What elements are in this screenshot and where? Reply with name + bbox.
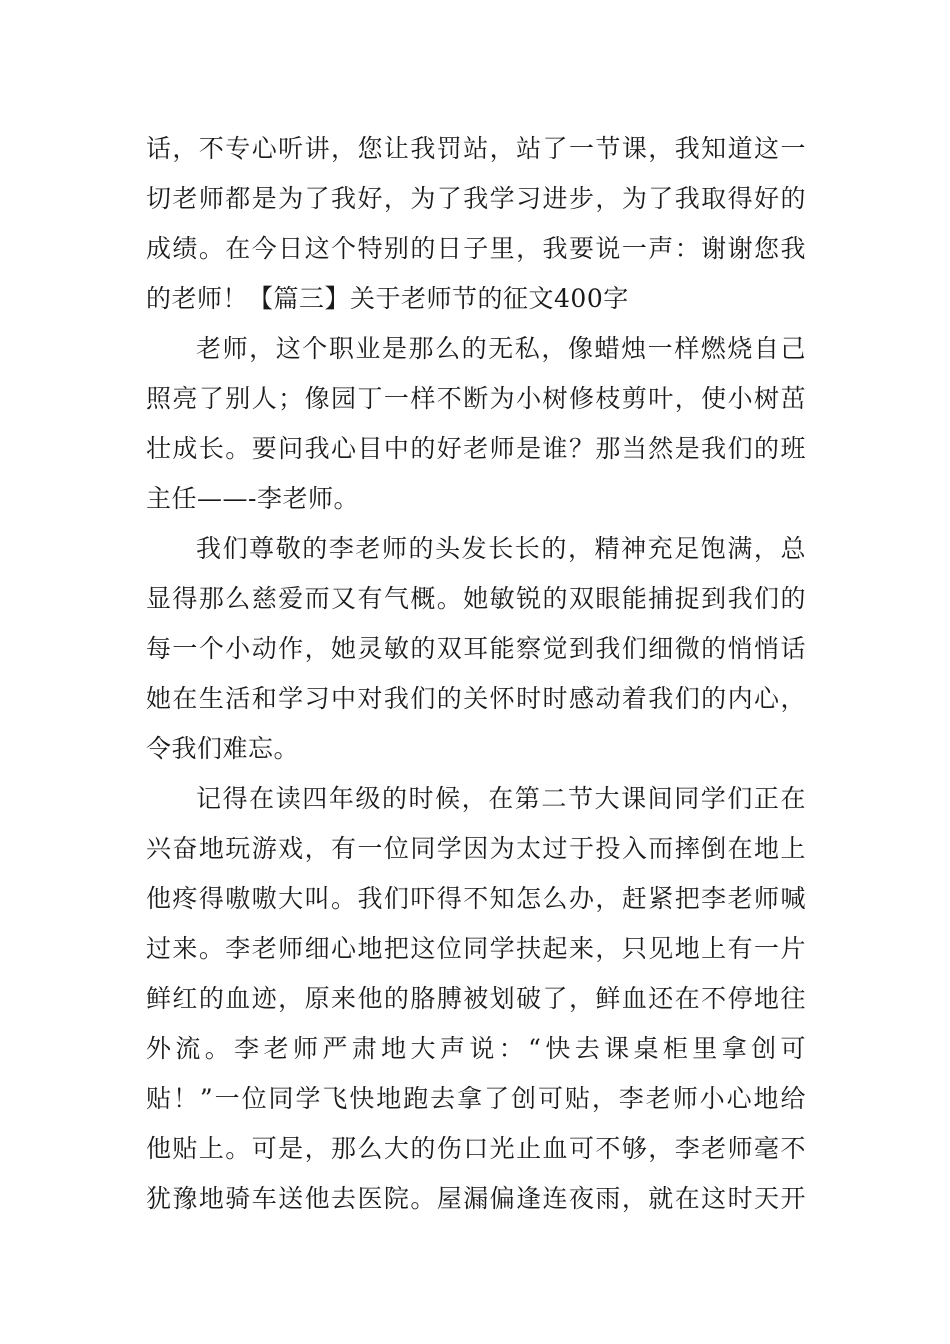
text-line: 犹豫地骑车送他去医院。屋漏偏逢连夜雨，就在这时天开 <box>146 1184 806 1213</box>
text-line: 壮成长。要问我心目中的好老师是谁？那当然是我们的班 <box>146 434 806 463</box>
text-line: 话，不专心听讲，您让我罚站，站了一节课，我知道这一 <box>146 134 806 163</box>
text-line: 显得那么慈爱而又有气概。她敏锐的双眼能捕捉到我们的 <box>146 584 806 613</box>
paragraph-first-line: 我们尊敬的李老师的头发长长的，精神充足饱满，总 <box>196 534 806 563</box>
text-line: 外流。李老师严肃地大声说：“快去课桌柜里拿创可 <box>146 1034 806 1063</box>
text-line: 令我们难忘。 <box>146 734 300 763</box>
text-line: 他贴上。可是，那么大的伤口光止血可不够，李老师毫不 <box>146 1134 806 1163</box>
text-line: 鲜红的血迹，原来他的胳膊被划破了，鲜血还在不停地往 <box>146 984 806 1013</box>
document-page <box>146 124 806 1224</box>
text-line: 主任——-李老师。 <box>146 484 359 513</box>
text-line: 每一个小动作，她灵敏的双耳能察觉到我们细微的悄悄话 <box>146 634 806 663</box>
text-line: 的老师！【篇三】关于老师节的征文400字 <box>146 284 629 313</box>
text-line: 她在生活和学习中对我们的关怀时时感动着我们的内心， <box>146 684 806 713</box>
paragraph-first-line: 记得在读四年级的时候，在第二节大课间同学们正在 <box>196 784 806 813</box>
text-line: 成绩。在今日这个特别的日子里，我要说一声：谢谢您我 <box>146 234 806 263</box>
text-line: 他疼得嗷嗷大叫。我们吓得不知怎么办，赶紧把李老师喊 <box>146 884 806 913</box>
text-line: 切老师都是为了我好，为了我学习进步，为了我取得好的 <box>146 184 806 213</box>
text-line: 兴奋地玩游戏，有一位同学因为太过于投入而摔倒在地上 <box>146 834 806 863</box>
text-line: 贴！”一位同学飞快地跑去拿了创可贴，李老师小心地给 <box>146 1084 806 1113</box>
paragraph-first-line: 老师，这个职业是那么的无私，像蜡烛一样燃烧自己 <box>196 334 806 363</box>
text-line: 过来。李老师细心地把这位同学扶起来，只见地上有一片 <box>146 934 806 963</box>
text-line: 照亮了别人；像园丁一样不断为小树修枝剪叶，使小树茁 <box>146 384 806 413</box>
